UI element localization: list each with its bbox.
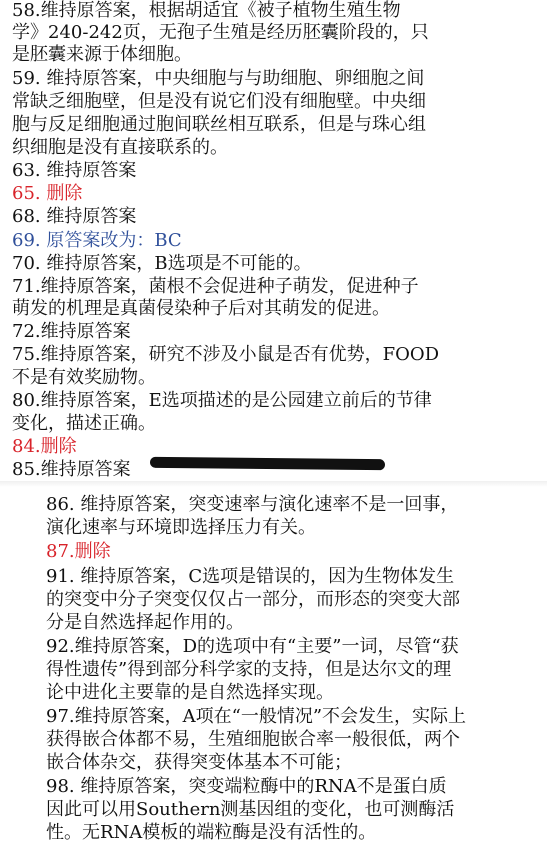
- text-line-deleted: 65. 删除: [12, 183, 83, 204]
- text-line: 因此可以用Southern测基因组的变化，也可测酶活: [46, 799, 455, 820]
- text-line: 70. 维持原答案，B选项是不可能的。: [12, 253, 312, 274]
- text-line: 不是有效奖励物。: [12, 367, 156, 388]
- text-line: 59. 维持原答案，中央细胞与与助细胞、卵细胞之间: [12, 68, 425, 89]
- text-line: 92.维持原答案，D的选项中有“主要”一词，尽管“获: [46, 636, 459, 657]
- text-line: 63. 维持原答案: [12, 160, 137, 181]
- text-line: 97.维持原答案，A项在“一般情况”不会发生，实际上: [46, 706, 467, 727]
- text-line: 获得嵌合体都不易，生殖细胞嵌合率一般很低，两个: [46, 729, 460, 750]
- text-line: 常缺乏细胞壁，但是没有说它们没有细胞壁。中央细: [12, 91, 426, 112]
- text-line: 75.维持原答案，研究不涉及小鼠是否有优势，FOOD: [12, 344, 440, 365]
- text-line: 变化，描述正确。: [12, 413, 156, 434]
- text-line: 性。无RNA模板的端粒酶是没有活性的。: [46, 822, 377, 843]
- text-line-changed: 69. 原答案改为：BC: [12, 230, 182, 251]
- text-line: 68. 维持原答案: [12, 206, 137, 227]
- text-line: 得性遗传”得到部分科学家的支持，但是达尔文的理: [46, 659, 452, 680]
- text-line: 85.维持原答案: [12, 459, 131, 480]
- text-line: 嵌合体杂交，获得突变体基本不可能；: [46, 752, 352, 773]
- page-divider: [0, 481, 547, 487]
- text-line: 86. 维持原答案，突变速率与演化速率不是一回事，: [46, 494, 459, 515]
- text-line: 萌发的机理是真菌侵染种子后对其萌发的促进。: [12, 298, 390, 319]
- text-line: 学》240-242页，无孢子生殖是经历胚囊阶段的，只: [12, 22, 429, 43]
- text-line: 72.维持原答案: [12, 321, 131, 342]
- text-line: 58.维持原答案，根据胡适宜《被子植物生殖生物: [12, 0, 401, 21]
- text-line: 演化速率与环境即选择压力有关。: [46, 517, 316, 538]
- text-line: 胞与反足细胞通过胞间联丝相互联系，但是与珠心组: [12, 114, 426, 135]
- text-line: 71.维持原答案，菌根不会促进种子萌发，促进种子: [12, 276, 419, 297]
- text-line-deleted: 84.删除: [12, 436, 77, 457]
- text-line: 是胚囊来源于体细胞。: [12, 44, 192, 65]
- text-line: 织细胞是没有直接联系的。: [12, 137, 228, 158]
- text-line-deleted: 87.删除: [46, 541, 111, 562]
- text-line: 分是自然选择起作用的。: [46, 612, 244, 633]
- text-line: 80.维持原答案，E选项描述的是公园建立前后的节律: [12, 390, 432, 411]
- text-line: 的突变中分子突变仅仅占一部分，而形态的突变大部: [46, 589, 460, 610]
- text-line: 98. 维持原答案，突变端粒酶中的RNA不是蛋白质: [46, 776, 447, 797]
- text-line: 论中进化主要靠的是自然选择实现。: [46, 682, 334, 703]
- text-line: 91. 维持原答案，C选项是错误的，因为生物体发生: [46, 566, 455, 587]
